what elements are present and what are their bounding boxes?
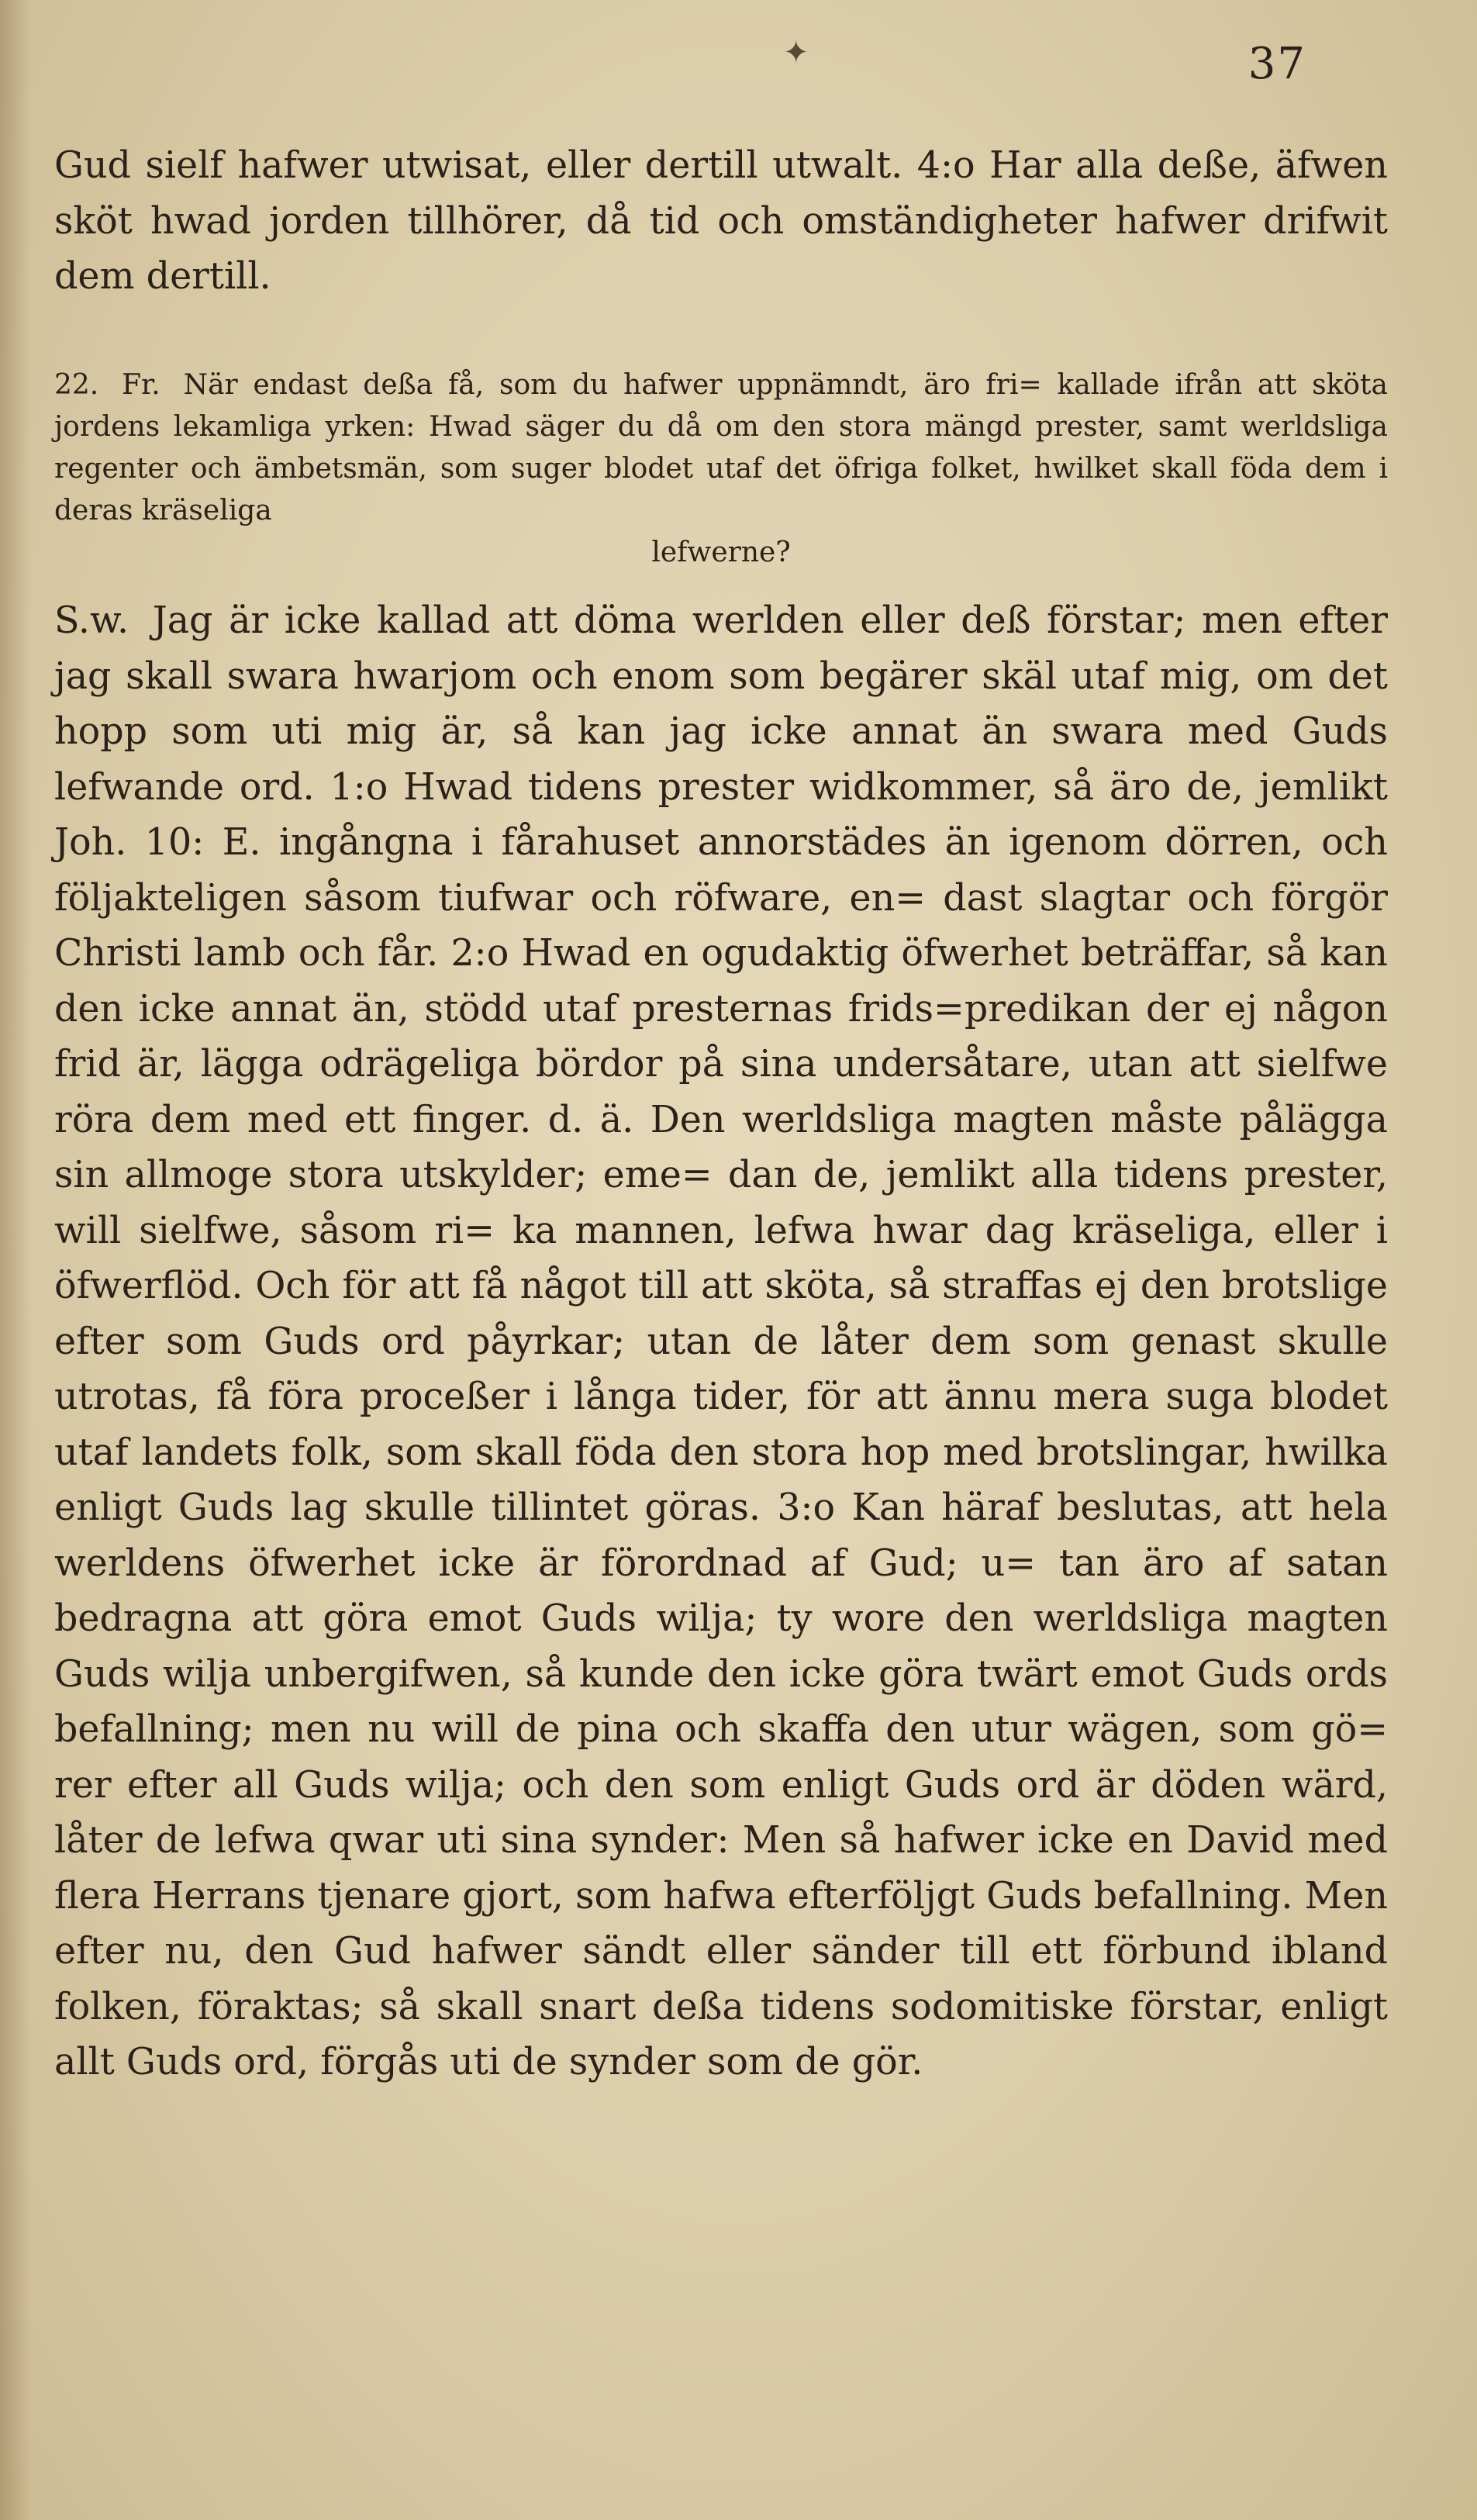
- question-paragraph: [54, 364, 1388, 574]
- intro-text: Gud sielf hafwer utwisat, eller dertill utwalt. 4:o Har alla deße, äfwen sköt hwad jorden tillhörer, då tid och omständigheter hafwer drifwit dem dertill.: [54, 144, 1388, 298]
- question-body: [54, 364, 1388, 574]
- intro-paragraph: [54, 138, 1388, 305]
- question-label: Fr.: [122, 369, 160, 401]
- question-last-line: lefwerne?: [651, 537, 791, 568]
- question-number: 22.: [54, 369, 99, 401]
- question-text: När endast deßa få, som du hafwer uppnämndt, äro fri= kallade ifrån att sköta jordens lekamliga yrken: Hwad säger du då om den stora mängd prester, samt werldsliga regenter och ämbetsmän, som suger blodet utaf det öfriga folket, hwilket skall föda dem i deras kräseliga: [54, 369, 1388, 526]
- answer-paragraph: [54, 593, 1388, 2090]
- ink-mark: ✦: [783, 35, 809, 71]
- page-number: 37: [1248, 39, 1306, 89]
- answer-label: S.w.: [54, 599, 129, 642]
- answer-body: [54, 593, 1388, 2090]
- answer-text: Jag är icke kallad att döma werlden eller deß förstar; men efter jag skall swara hwarjom och enom som begärer skäl utaf mig, om det hopp som uti mig är, så kan jag icke annat än swara med Guds lefwande ord. 1:o Hwad tidens prester widkommer, så äro de, jemlikt Joh. 10: E. ingångna i fårahuset annorstädes än igenom dörren, och följakteligen såsom tiufwar och röfware, en= dast slagtar och förgör Christi lamb och får. 2:o Hwad en ogudaktig öfwerhet beträffar, så kan den icke annat än, stödd utaf presternas frids=predikan der ej någon frid är, lägga odrägeliga bördor på sina undersåtare, utan att sielfwe röra dem med ett finger. d. ä. Den werldsliga magten måste pålägga sin allmoge stora utskylder; eme= dan de, jemlikt alla tidens prester, will sielfwe, såsom ri= ka mannen, lefwa hwar dag kräseliga, eller i öfwerflöd. Och för att få något till att sköta, så straffas ej den brotslige efter som Guds ord påyrkar; utan de låter dem som genast skulle utrotas, få föra proceßer i långa tider, för att ännu mera suga blodet utaf landets folk, som skall föda den stora hop med brotslingar, hwilka enligt Guds lag skulle tillintet göras. 3:o Kan häraf beslutas, att hela werldens öfwerhet icke är förordnad af Gud; u= tan äro af satan bedragna att göra emot Guds wilja; ty wore den werldsliga magten Guds wilja unbergifwen, så kunde den icke göra twärt emot Guds ords befallning; men nu will de pina och skaffa den utur wägen, som gö= rer efter all Guds wilja; och den som enligt Guds ord är döden wärd, låter de lefwa qwar uti sina synder: Men så hafwer icke en David med flera Herrans tjenare gjort, som hafwa efterföljgt Guds befallning. Men efter nu, den Gud hafwer sändt eller sänder till ett förbund ibland folken, föraktas; så skall snart deßa tidens sodomitiske förstar, enligt allt Guds ord, förgås uti de synder som de gör.: [54, 599, 1388, 2083]
